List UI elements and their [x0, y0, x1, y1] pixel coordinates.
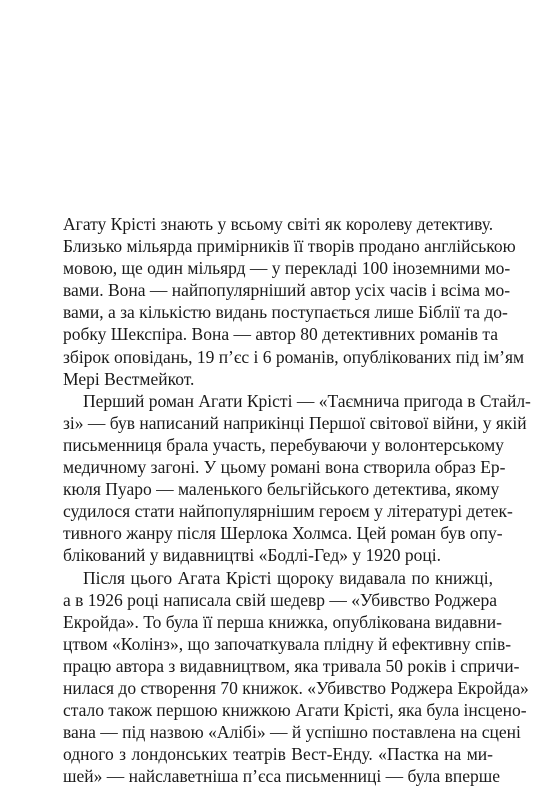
paragraph-1: [63, 213, 525, 390]
text-line: Близько мільярда примірників її творів продано англійською: [63, 236, 516, 257]
text-line: медичному загоні. У цьому романі вона створила образ Ер-: [63, 457, 506, 478]
body-text: [63, 213, 531, 787]
text-line: Мері Вестмейкот.: [63, 368, 195, 389]
text-line: вами. Вона — найпопулярніший автор усіх часів і всіма мо-: [63, 280, 511, 301]
text-line: судилося стати найпопулярнішим героєм у літературі детек-: [63, 501, 513, 522]
text-line: робку Шекспіра. Вона — автор 80 детективних романів та: [63, 324, 498, 345]
paragraph-2: [63, 390, 531, 567]
text-line: збірок оповідань, 19 п’єс і 6 романів, опублікованих під ім’ям: [63, 346, 525, 367]
text-line: Екройда». То була її перша книжка, опублікована видавни-: [63, 611, 502, 632]
text-line: зі» — був написаний наприкінці Першої світової війни, у якій: [63, 412, 527, 433]
text-line: блікований у видавництві «Бодлі-Гед» у 1920 році.: [63, 545, 441, 566]
text-line: вами, а за кількістю видань поступається лише Біблії та до-: [63, 302, 508, 323]
text-line: нилася до створення 70 книжок. «Убивство Роджера Екройда»: [63, 677, 529, 698]
text-line: працю автора з видавництвом, яка тривала 50 років і спричи-: [63, 655, 520, 676]
text-line: а в 1926 році написала свій шедевр — «Убивство Роджера: [63, 589, 497, 610]
text-line: Перший роман Агати Крісті — «Таємнича пригода в Стайл-: [83, 390, 531, 411]
text-line: вана — під назвою «Алібі» — й успішно поставлена на сцені: [63, 722, 521, 743]
paragraph-3: [63, 567, 529, 788]
text-line: Після цього Агата Крісті щороку видавала по книжці,: [83, 567, 493, 588]
text-line: шей» — найславетніша п’єса письменниці — була вперше: [63, 766, 500, 787]
text-line: цтвом «Колінз», що започаткувала плідну й ефективну спів-: [63, 633, 512, 654]
text-line: стало також першою книжкою Агати Крісті, яка була інсцено-: [63, 700, 527, 721]
text-line: кюля Пуаро — маленького бельгійського детектива, якому: [63, 479, 500, 500]
text-line: одного з лондонських театрів Вест-Енду. «Пастка на ми-: [63, 744, 493, 765]
text-line: тивного жанру після Шерлока Холмса. Цей роман був опу-: [63, 523, 503, 544]
text-line: Агату Крісті знають у всьому світі як королеву детективу.: [63, 214, 494, 234]
text-line: мовою, ще один мільярд — у перекладі 100 іноземними мо-: [63, 258, 511, 279]
text-line: письменниця брала участь, перебуваючи у волонтерському: [63, 434, 504, 455]
